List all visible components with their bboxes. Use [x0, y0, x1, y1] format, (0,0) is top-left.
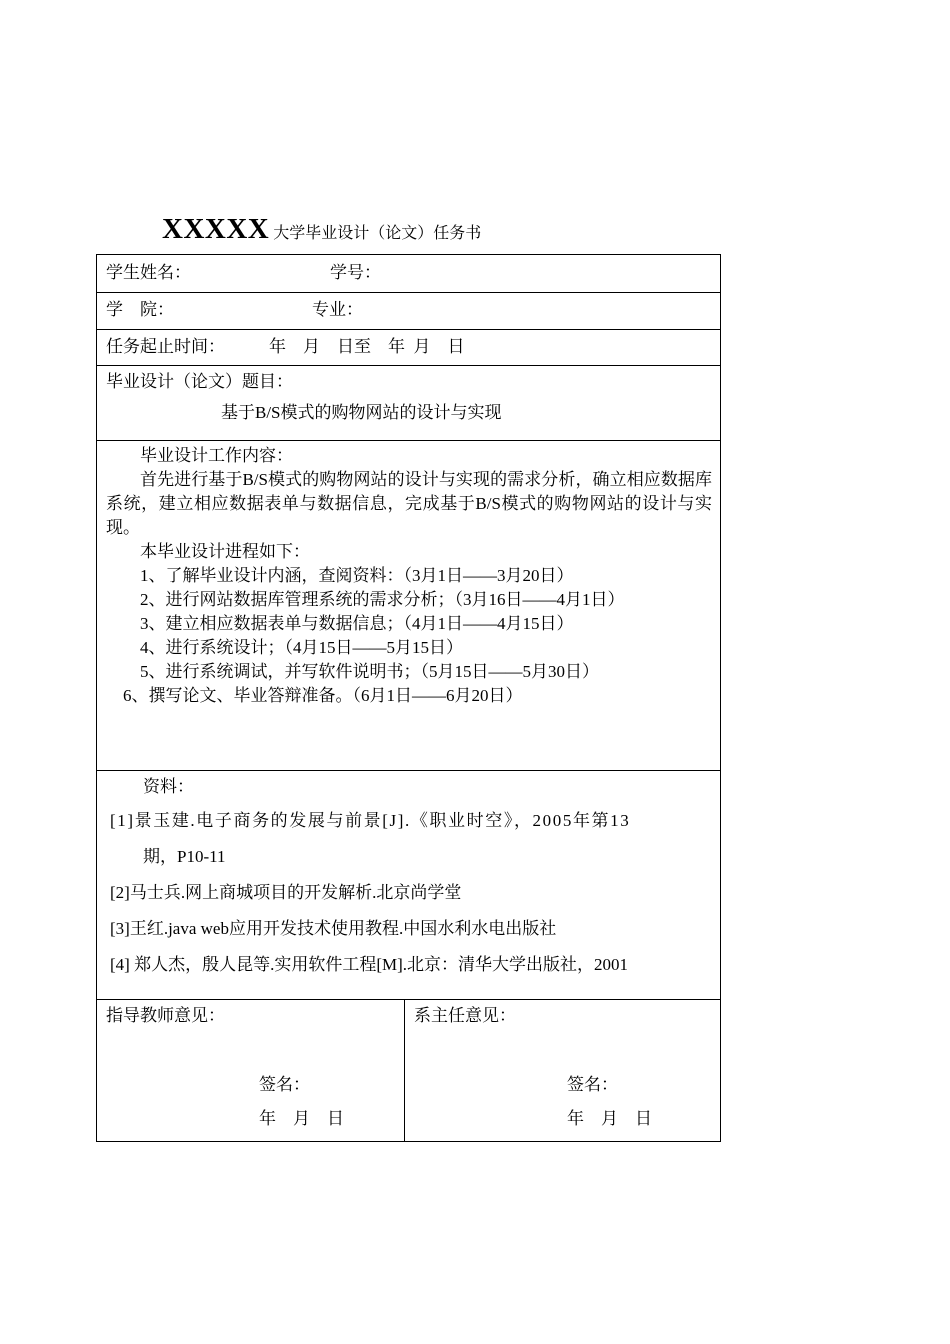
- student-name-label: 学生姓名：: [106, 263, 191, 282]
- reference-item: [1]景玉建.电子商务的发展与前景[J].《职业时空》，2005年第13: [110, 811, 631, 830]
- period-value: 年 月 日至 年 月 日: [269, 337, 465, 356]
- schedule-step: 3、建立相应数据表单与数据信息；（4月1日——4月15日）: [140, 614, 574, 633]
- head-signature-label: 签名：: [567, 1075, 618, 1094]
- document-title: [162, 213, 481, 246]
- row-student: [97, 255, 720, 293]
- college-label: 学 院：: [106, 300, 174, 319]
- period-label: 任务起止时间：: [106, 337, 225, 356]
- schedule-step: 4、进行系统设计；（4月15日——5月15日）: [140, 638, 463, 657]
- head-opinion-label: 系主任意见：: [414, 1006, 516, 1025]
- schedule-step: 1、了解毕业设计内涵，查阅资料：（3月1日——3月20日）: [140, 566, 574, 585]
- schedule-step: 2、进行网站数据库管理系统的需求分析；（3月16日——4月1日）: [140, 590, 625, 609]
- major-label: 专业：: [312, 300, 363, 319]
- head-date-label: 年 月 日: [567, 1109, 652, 1128]
- topic-value: 基于B/S模式的购物网站的设计与实现: [221, 403, 502, 422]
- reference-item: [4] 郑人杰，殷人昆等.实用软件工程[M].北京：清华大学出版社，2001: [110, 955, 629, 974]
- head-opinion-cell: [405, 1000, 720, 1141]
- reference-item: 期，P10-11: [143, 847, 226, 866]
- task-form-table: [96, 254, 721, 1142]
- advisor-opinion-label: 指导教师意见：: [106, 1006, 225, 1025]
- work-paragraph: 首先进行基于B/S模式的购物网站的设计与实现的需求分析，确立相应数据库系统，建立相应数据表单与数据信息，完成基于B/S模式的购物网站的设计与实现。: [106, 470, 712, 537]
- reference-item: [2]马士兵.网上商城项目的开发解析.北京尚学堂: [110, 883, 462, 902]
- title-text: 大学毕业设计（论文）任务书: [273, 225, 482, 242]
- work-heading: 毕业设计工作内容：: [140, 446, 293, 465]
- advisor-signature-label: 签名：: [259, 1075, 310, 1094]
- reference-item: [3]王红.java web应用开发技术使用教程.中国水利水电出版社: [110, 919, 557, 938]
- schedule-step: 6、撰写论文、毕业答辩准备。（6月1日——6月20日）: [123, 686, 523, 705]
- student-id-label: 学号：: [330, 263, 381, 282]
- row-period: [97, 330, 720, 366]
- references-heading: 资料：: [143, 777, 194, 796]
- row-opinions: [97, 1000, 720, 1141]
- advisor-opinion-cell: [97, 1000, 405, 1141]
- row-work-content: [97, 441, 720, 771]
- schedule-heading: 本毕业设计进程如下：: [140, 542, 310, 561]
- row-college: [97, 293, 720, 330]
- topic-label: 毕业设计（论文）题目：: [106, 372, 293, 391]
- university-name: XXXXX: [162, 213, 270, 245]
- advisor-date-label: 年 月 日: [259, 1109, 344, 1128]
- row-topic: [97, 366, 720, 441]
- row-references: [97, 771, 720, 1000]
- schedule-step: 5、进行系统调试，并写软件说明书；（5月15日——5月30日）: [140, 662, 599, 681]
